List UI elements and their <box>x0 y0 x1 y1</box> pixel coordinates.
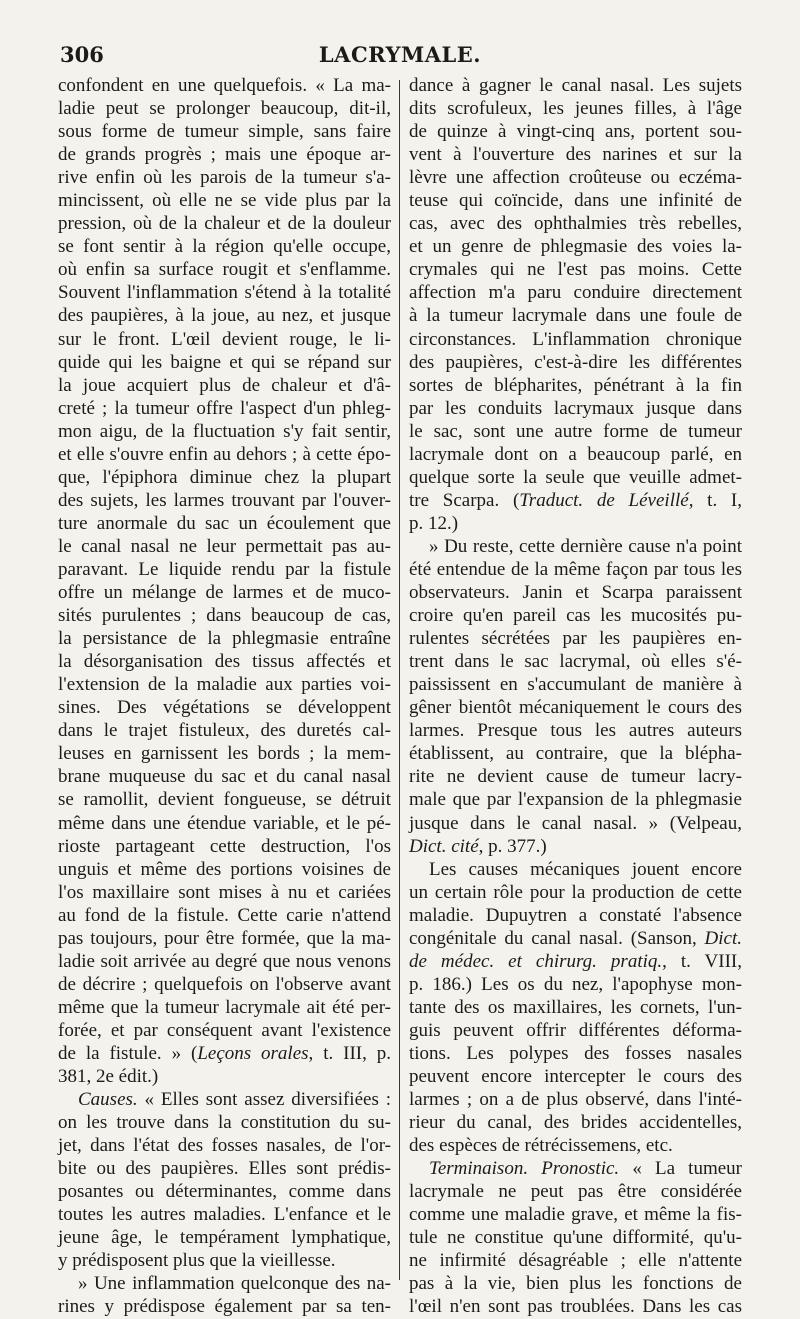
text-line: le sac, sont une autre forme de tumeur <box>409 420 742 442</box>
text-line: rines y prédispose également par sa ten- <box>58 1296 391 1318</box>
text-line: leuses en garnissent les bords ; la mem- <box>58 743 391 765</box>
text-line: ture anormale du sac un écoulement que <box>58 512 391 534</box>
text-line: toutes les autres maladies. L'enfance et le <box>58 1204 391 1226</box>
text-line: » Une inflammation quelconque des na- <box>78 1273 391 1295</box>
text-line: peuvent encore intercepter le cours des <box>409 1066 742 1088</box>
text-line: larmes ; on a de plus observé, dans l'inté- <box>409 1089 742 1111</box>
running-head: LACRYMALE. <box>318 42 482 67</box>
text-line: creté ; la tumeur offre l'aspect d'un phleg- <box>58 397 391 419</box>
text-line: tions. Les polypes des fosses nasales <box>409 1042 742 1064</box>
text-line: 381, 2e édit.) <box>58 1066 159 1088</box>
text-line: Causes. « Elles sont assez diversifiées : <box>78 1089 391 1111</box>
text-line: Terminaison. Pronostic. « La tumeur <box>429 1158 742 1180</box>
text-line: où enfin sa surface rougit et s'enflamme. <box>58 259 391 281</box>
text-line: posantes ou déterminantes, comme dans <box>58 1181 391 1203</box>
text-line: trent dans le sac lacrymal, où elles s'é- <box>409 651 742 673</box>
text-line: et un genre de phlegmasie des voies la- <box>409 236 742 258</box>
text-line: » Du reste, cette dernière cause n'a point <box>429 535 742 557</box>
text-line: brane muqueuse du sac et du canal nasal <box>58 766 391 788</box>
text-line: paississent en s'accumulant de manière à <box>409 674 742 696</box>
text-line: ne infirmité désagréable ; elle n'attente <box>409 1250 742 1272</box>
text-line: même dans une étendue variable, et le pé- <box>58 812 391 834</box>
text-line: lacrymale ne peut pas être considérée <box>409 1181 742 1203</box>
text-line: l'œil n'en sont pas troublées. Dans les cas <box>409 1296 742 1318</box>
text-line: des sujets, les larmes trouvant par l'ouver- <box>58 489 391 511</box>
text-line: jusque dans le canal nasal. » (Velpeau, <box>409 812 742 834</box>
text-line: et elle s'ouvre enfin au dehors ; à cette épo- <box>58 443 391 465</box>
text-line: dits scrofuleux, les jeunes filles, à l'âge <box>409 98 742 120</box>
text-line: des paupières, c'est-à-dire les différentes <box>409 351 742 373</box>
text-line: même que la tumeur lacrymale ait été per- <box>58 996 391 1018</box>
text-line: que, l'épiphora diminue chez la plupart <box>58 466 391 488</box>
text-line: de grands progrès ; mais une époque ar- <box>58 144 391 166</box>
text-line: la joue acquiert plus de chaleur et d'â- <box>58 374 391 396</box>
text-line: dance à gagner le canal nasal. Les sujets <box>409 75 742 96</box>
text-line: pression, où de la chaleur et de la douleur <box>58 213 391 235</box>
text-line: Souvent l'inflammation s'étend à la totalité <box>58 282 391 304</box>
text-line: comme une maladie grave, et même la fis- <box>409 1204 742 1226</box>
text-line: de quinze à vingt-cinq ans, portent sou- <box>409 121 742 143</box>
text-line: la désorganisation des tissus affectés et <box>58 651 391 673</box>
text-line: tante des os maxillaires, les cornets, l'un- <box>409 996 742 1018</box>
text-line: se ramollit, devient fongueuse, se détruit <box>58 789 391 811</box>
text-line: observateurs. Janin et Scarpa paraissent <box>409 582 742 604</box>
text-line: jet, dans l'état des fosses nasales, de l'or- <box>58 1135 391 1157</box>
text-line: affection m'a paru conduire directement <box>409 282 742 304</box>
text-line: sités purulentes ; dans beaucoup de cas, <box>58 605 391 627</box>
text-line: confondent en une quelquefois. « La ma- <box>58 75 391 96</box>
text-line: pas à la vie, bien plus les fonctions de <box>409 1273 742 1295</box>
text-line: de la fistule. » (Leçons orales, t. III, p. <box>58 1042 392 1064</box>
text-line: la persistance de la phlegmasie entraîne <box>58 628 391 650</box>
text-line: tule ne constitue qu'une difformité, qu'u- <box>409 1227 742 1249</box>
text-line: Les causes mécaniques jouent encore <box>429 858 742 880</box>
text-line: unguis et même des portions voisines de <box>58 858 391 880</box>
text-line: croire qu'en pareil cas les mucosités pu- <box>409 605 742 627</box>
text-line: crymales qui ne l'est pas moins. Cette <box>409 259 742 281</box>
text-line: ladie soit arrivée au degré que nous venons <box>58 950 391 972</box>
text-line: le canal nasal ne leur permettait pas au- <box>58 535 391 557</box>
text-line: pas toujours, pour être formée, que la ma- <box>58 927 391 949</box>
right-column <box>409 74 742 1319</box>
text-line: cas, avec des ophthalmies très rebelles, <box>409 213 742 235</box>
text-line: à la tumeur lacrymale dans une foule de <box>409 305 742 327</box>
text-line: établissent, au contraire, que la blépha- <box>409 743 742 765</box>
text-line: rioste partageant cette destruction, l'os <box>58 835 391 857</box>
text-line: y prédisposent plus que la vieillesse. <box>58 1250 336 1272</box>
text-line: sines. Des végétations se développent <box>58 697 391 719</box>
text-line: été entendue de la même façon par tous les <box>409 558 742 580</box>
text-line: rieur du canal, des brides accidentelles, <box>409 1112 742 1134</box>
text-line: mon aigu, de la fluctuation s'y fait sentir, <box>58 420 391 442</box>
column-divider <box>399 80 400 1280</box>
text-line: bite ou des paupières. Elles sont prédis- <box>58 1158 391 1180</box>
text-line: maladie. Dupuytren a constaté l'absence <box>409 904 742 926</box>
text-line: offre un mélange de larmes et de muco- <box>58 582 391 604</box>
text-line: vent à l'ouverture des narines et sur la <box>409 144 742 166</box>
left-column <box>58 74 391 1319</box>
text-line: on les trouve dans la constitution du su- <box>58 1112 391 1134</box>
text-line: paravant. Le liquide rendu par la fistule <box>58 558 391 580</box>
text-line: circonstances. L'inflammation chronique <box>409 328 742 350</box>
text-line: dans le trajet fistuleux, des duretés cal- <box>58 720 391 742</box>
text-line: sortes de blépharites, pénétrant à la fin <box>409 374 742 396</box>
text-line: congénitale du canal nasal. (Sanson, Dict. <box>409 927 742 949</box>
text-line: sous forme de tumeur simple, sans faire <box>58 121 391 143</box>
text-line: p. 186.) Les os du nez, l'apophyse mon- <box>409 973 742 995</box>
text-line: male que par l'expansion de la phlegmasie <box>409 789 742 811</box>
text-line: quide qui les baigne et qui se répand sur <box>58 351 391 373</box>
text-line: l'extension de la maladie aux parties voi- <box>58 674 391 696</box>
text-line: au fond de la fistule. Cette carie n'attend <box>58 904 391 926</box>
text-line: des espèces de rétrécissemens, etc. <box>409 1135 673 1157</box>
text-line: mincissent, où elle ne se vide plus par la <box>58 190 391 212</box>
text-line: larmes. Presque tous les autres auteurs <box>409 720 742 742</box>
text-line: p. 12.) <box>409 512 459 534</box>
text-line: tre Scarpa. (Traduct. de Léveillé, t. I, <box>409 489 743 511</box>
text-line: rive enfin où les parois de la tumeur s'a- <box>58 167 391 189</box>
text-line: l'os maxillaire sont mises à nu et cariées <box>58 881 391 903</box>
text-line: lacrymale dont on a beaucoup parlé, en <box>409 443 742 465</box>
text-line: Dict. cité, p. 377.) <box>409 835 547 857</box>
text-line: par les conduits lacrymaux jusque dans <box>409 397 742 419</box>
text-line: sur le front. L'œil devient rouge, le li- <box>58 328 391 350</box>
text-line: de décrire ; quelquefois on l'observe avant <box>58 973 391 995</box>
text-line: guis peuvent offrir différentes déforma- <box>409 1019 742 1041</box>
page-number: 306 <box>60 42 104 67</box>
text-line: lèvre une affection croûteuse ou eczéma- <box>409 167 742 189</box>
text-line: quelque sorte la seule que veuille admet- <box>409 466 742 488</box>
text-line: ladie peut se prolonger beaucoup, dit-il, <box>58 98 391 120</box>
text-line: gêner bientôt mécaniquement le cours des <box>409 697 742 719</box>
text-line: se font sentir à la région qu'elle occupe, <box>58 236 391 258</box>
text-line: un certain rôle pour la production de cette <box>409 881 742 903</box>
text-line: teuse qui coïncide, dans une infinité de <box>409 190 742 212</box>
text-line: des paupières, à la joue, au nez, et jusque <box>58 305 391 327</box>
text-line: rulentes sécrétées par les paupières en- <box>409 628 742 650</box>
page-header <box>60 42 740 72</box>
text-line: rite ne devient cause de tumeur lacry- <box>409 766 742 788</box>
text-line: jeune âge, le tempérament lymphatique, <box>58 1227 391 1249</box>
text-line: forée, et par conséquent avant l'existence <box>58 1019 391 1041</box>
text-line: de médec. et chirurg. pratiq., t. VIII, <box>409 950 742 972</box>
